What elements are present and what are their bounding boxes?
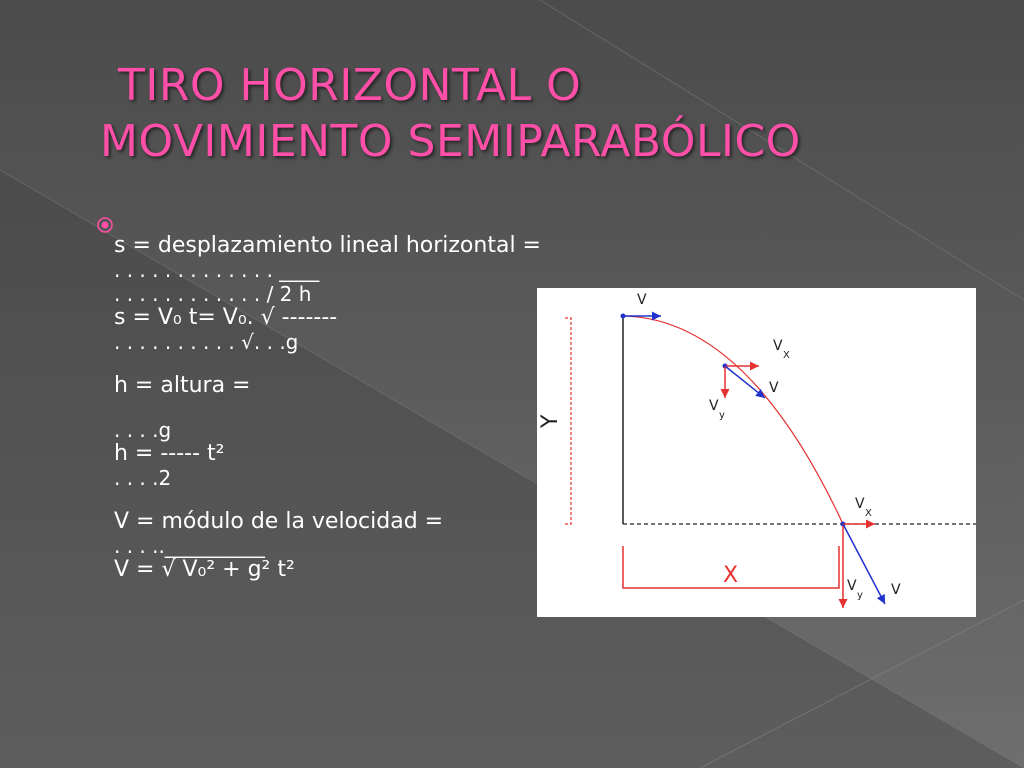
- y-axis-label: Y: [538, 414, 563, 428]
- line-dots-2: . . . . . . . . . . . . / 2 h: [114, 282, 312, 306]
- x-axis-label: X: [723, 563, 739, 588]
- vy-bottom-subscript: y: [857, 590, 863, 601]
- line-dots-3: . . . . . . . . . . √. . .g: [114, 330, 299, 354]
- vy-mid-subscript: y: [719, 410, 725, 421]
- line-v-definition: V = módulo de la velocidad =: [114, 509, 444, 534]
- vy-bottom-label: V: [847, 578, 857, 594]
- line-h-formula: h = ----- t²: [114, 441, 225, 466]
- trajectory-curve: [623, 316, 843, 524]
- line-s-formula: s = V₀ t= V₀. √ -------: [114, 305, 338, 330]
- title-line-1: TIRO HORIZONTAL O: [118, 60, 582, 111]
- vx-mid-label: V: [773, 338, 783, 354]
- title-line-2: MOVIMIENTO SEMIPARABÓLICO: [100, 116, 801, 167]
- line-dots-4: . . . .g: [114, 418, 172, 442]
- slide-title: [100, 58, 960, 170]
- vx-mid-subscript: X: [783, 350, 790, 361]
- vx-bottom-label: V: [855, 496, 865, 512]
- line-dots-1: . . . . . . . . . . . . . ____: [114, 258, 320, 282]
- vx-bottom-subscript: X: [865, 508, 872, 519]
- vy-mid-label: V: [709, 398, 719, 414]
- y-bracket: [565, 318, 571, 524]
- line-dots-6: . . . ..__________: [114, 534, 265, 558]
- line-v-formula: V = √ V₀² + g² t²: [114, 557, 295, 582]
- trajectory-diagram: [537, 288, 976, 617]
- v-mid-label: V: [769, 380, 779, 396]
- line-h-definition: h = altura =: [114, 373, 251, 398]
- line-dots-5: . . . .2: [114, 466, 172, 490]
- v-top-label: V: [637, 292, 647, 308]
- v-mid-vector: [725, 366, 765, 398]
- circle-target-bullet-icon: [96, 216, 114, 234]
- v-bottom-label: V: [891, 582, 901, 598]
- line-s-definition: s = desplazamiento lineal horizontal =: [114, 233, 541, 258]
